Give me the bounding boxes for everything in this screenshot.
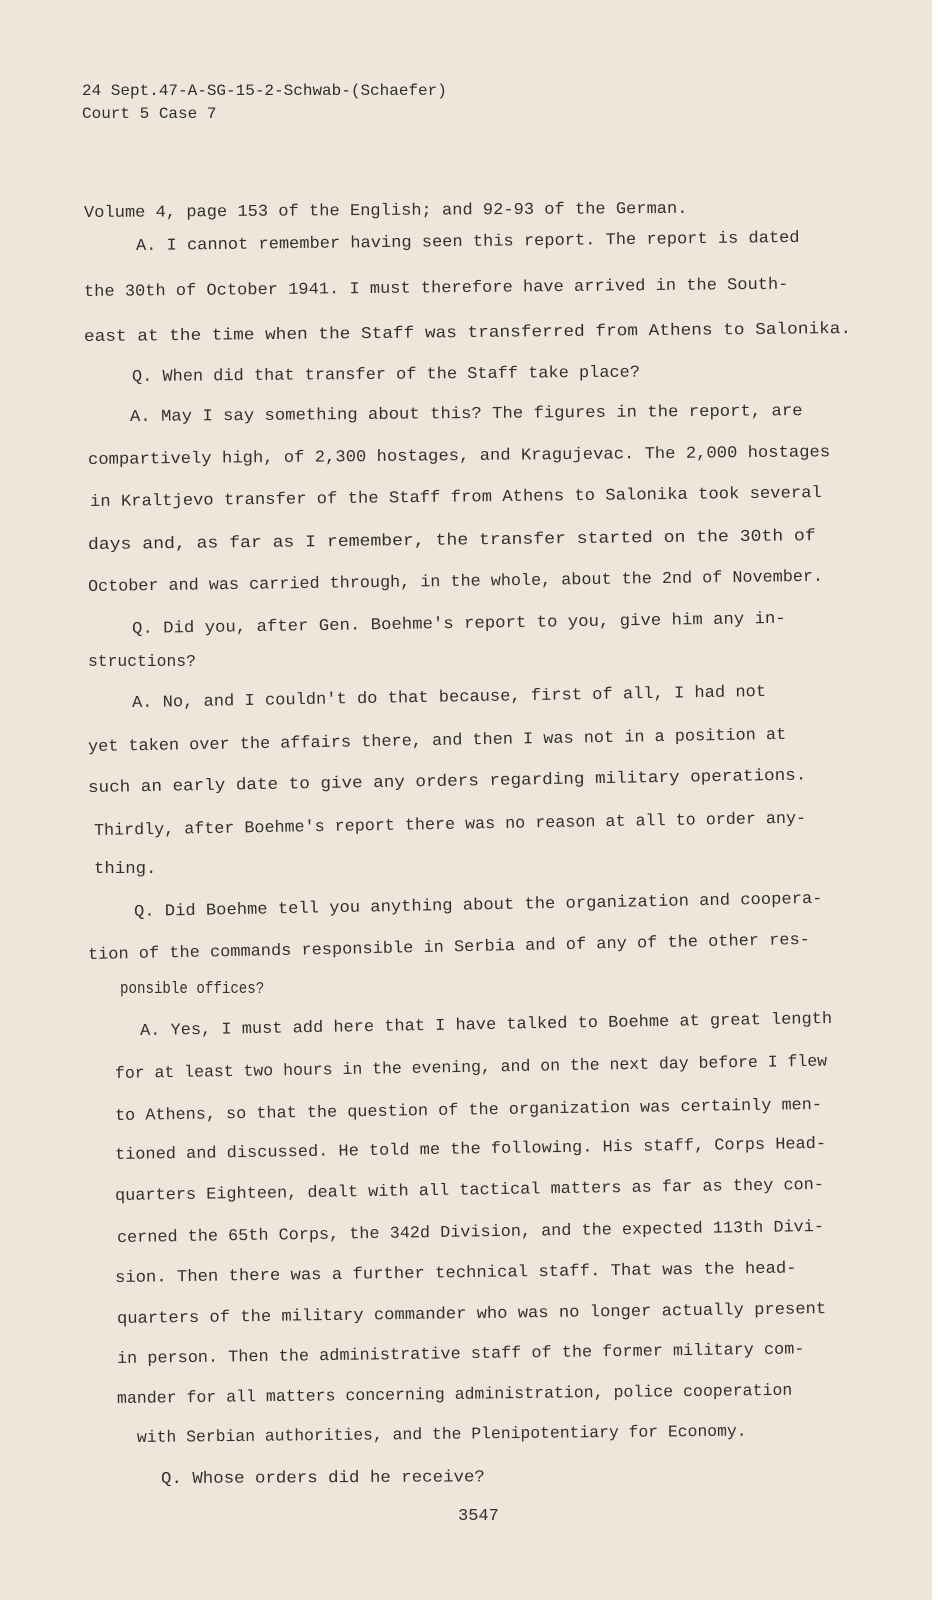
transcript-line: ponsible offices? bbox=[120, 979, 265, 998]
transcript-line: the 30th of October 1941. I must therefore have arrived in the South- bbox=[83, 274, 789, 301]
transcript-line: mander for all matters concerning administration, police cooperation bbox=[116, 1380, 793, 1408]
header-line-date-reference: 24 Sept.47-A-SG-15-2-Schwab-(Schaefer) bbox=[82, 82, 447, 100]
transcript-line: compartively high, of 2,300 hostages, and Kragujevac. The 2,000 hostages bbox=[87, 442, 831, 469]
transcript-line: east at the time when the Staff was transferred from Athens to Salonika. bbox=[83, 318, 852, 346]
transcript-line: structions? bbox=[88, 652, 196, 671]
transcript-line: quarters of the military commander who was no longer actually present bbox=[116, 1299, 827, 1328]
transcript-line: to Athens, so that the question of the organization was certainly men- bbox=[114, 1094, 823, 1125]
transcript-line: Thirdly, after Boehme's report there was no reason at all to order any- bbox=[93, 808, 807, 840]
transcript-line: in person. Then the administrative staff of the former military com- bbox=[116, 1339, 805, 1368]
transcript-line: A. Yes, I must add here that I have talked to Boehme at great length bbox=[139, 1008, 833, 1040]
transcript-line: sion. Then there was a further technical staff. That was the head- bbox=[114, 1258, 797, 1287]
page-edge bbox=[932, 0, 938, 1600]
transcript-line: A. No, and I couldn't do that because, first of all, I had not bbox=[131, 681, 767, 712]
document-header bbox=[82, 80, 447, 126]
transcript-line: days and, as far as I remember, the transfer started on the 30th of bbox=[87, 526, 816, 554]
transcript-line: Q. When did that transfer of the Staff take place? bbox=[131, 362, 641, 386]
header-line-court-case: Court 5 Case 7 bbox=[82, 105, 217, 123]
transcript-line: A. I cannot remember having seen this report. The report is dated bbox=[135, 227, 800, 255]
transcript-line: cerned the 65th Corps, the 342d Division, and the expected 113th Divi- bbox=[116, 1216, 825, 1247]
transcript-line: tioned and discussed. He told me the following. His staff, Corps Head- bbox=[114, 1133, 827, 1164]
transcript-line: tion of the commands responsible in Serbia and of any of the other res- bbox=[87, 929, 811, 964]
transcript-line: quarters Eighteen, dealt with all tactical matters as far as they con- bbox=[114, 1174, 825, 1205]
transcript-line: in Kraltjevo transfer of the Staff from Athens to Salonika took several bbox=[89, 483, 822, 511]
page-number: 3547 bbox=[458, 1507, 499, 1526]
transcript-line: such an early date to give any orders regarding military operations. bbox=[87, 765, 807, 797]
transcript-line: with Serbian authorities, and the Plenipotentiary for Economy. bbox=[136, 1421, 747, 1447]
transcript-line: Q. Did you, after Gen. Boehme's report to you, give him any in- bbox=[131, 608, 786, 638]
transcript-line: Q. Did Boehme tell you anything about the organization and coopera- bbox=[133, 888, 823, 921]
transcript-line: thing. bbox=[94, 859, 157, 878]
transcript-line: for at least two hours in the evening, and on the next day before I flew bbox=[114, 1051, 828, 1083]
transcript-line: Q. Whose orders did he receive? bbox=[160, 1467, 485, 1488]
transcript-line: yet taken over the affairs there, and then I was not in a position at bbox=[87, 724, 787, 756]
transcript-line: October and was carried through, in the whole, about the 2nd of November. bbox=[87, 566, 824, 596]
transcript-line: A. May I say something about this? The figures in the report, are bbox=[129, 401, 803, 426]
transcript-line: Volume 4, page 153 of the English; and 92-93 of the German. bbox=[83, 198, 688, 222]
